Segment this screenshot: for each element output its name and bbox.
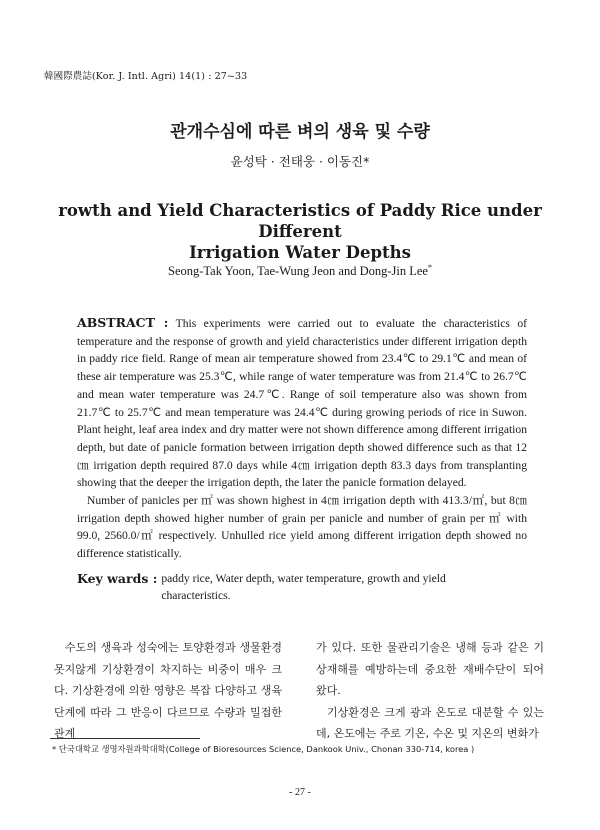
abstract-paragraph-1	[77, 314, 527, 492]
english-title-line-1: rowth and Yield Characteristics of Paddy Rice under Different	[58, 201, 542, 241]
body-column-right	[316, 637, 544, 745]
keywords-block	[77, 570, 537, 604]
english-authors	[0, 264, 600, 279]
body-column-left	[54, 637, 282, 745]
footnote-divider	[50, 738, 200, 739]
english-title-line-2: Irrigation Water Depths	[189, 243, 411, 262]
body-right-paragraph-2: 기상환경은 크게 광과 온도로 대분할 수 있는데, 온도에는 주로 기온, 수온 및 지온의 변화가	[316, 705, 544, 740]
abstract-paragraph-2: Number of panicles per ㎡ was shown highest in 4㎝ irrigation depth with 413.3/㎡, but 8㎝ irrigation depth showed higher number of grain per panicle and number of grain per ㎡ with 99.0, 2560.0/㎡ respectively. Unhulled rice yield among different irrigation depth showed no difference statistically.	[77, 494, 527, 561]
author-footnote-mark: *	[427, 262, 432, 272]
abstract-label: ABSTRACT :	[77, 315, 169, 330]
affiliation-footnote: * 단국대학교 생명자원과학대학(College of Bioresources Science, Dankook Univ., Chonan 330-714, korea )	[52, 744, 475, 754]
korean-authors: 윤성탁 · 전태웅 · 이동진*	[230, 154, 370, 169]
abstract-text-1: This experiments were carried out to evaluate the characteristics of temperature and the response of growth and yield characteristics under different irrigation depth in paddy rice field. Range of mean air temperature showed from 23.4℃ to 29.1℃ and mean of these air temperature was 25.3℃, while range of water temperature was from 21.4℃ to 26.7℃ and mean water temperature was 24.7℃. Range of soil temperature also was shown from 21.7℃ to 25.7℃ and mean temperature was 24.4℃ during growing periods of rice in Suwon. Plant height, leaf area index and dry matter were not shown difference among different irrigation depth, but date of panicle formation between irrigation depth showed difference such as that 12㎝ irrigation depth required 87.0 days while 4㎝ irrigation depth 83.3 days from transplanting showing that the deeper the irrigation depth, the later the panicle formation delayed.	[77, 317, 527, 490]
abstract-block	[77, 314, 527, 563]
page-number: - 27 -	[289, 787, 311, 798]
body-left-paragraph: 수도의 생육과 성숙에는 토양환경과 생물환경 못지않게 기상환경이 차지하는 비중이 매우 크다. 기상환경에 의한 영향은 복잡 다양하고 생육단계에 따라 그 반응이 다르므로 수량과 밀접한 관계	[54, 641, 282, 740]
english-authors-names: Seong-Tak Yoon, Tae-Wung Jeon and Dong-Jin Lee	[168, 264, 428, 278]
english-title	[40, 200, 560, 263]
journal-citation: 韓國際農誌(Kor. J. Intl. Agri) 14(1) : 27~33	[44, 71, 248, 82]
korean-title: 관개수심에 따른 벼의 생육 및 수량	[170, 122, 430, 142]
body-right-paragraph-1: 가 있다. 또한 물관리기술은 냉해 등과 같은 기상재해를 예방하는데 중요한 재배수단이 되어 왔다.	[316, 641, 544, 697]
keywords-text: paddy rice, Water depth, water temperature, growth and yield characteristics.	[161, 572, 446, 602]
keywords-label: Key wards :	[77, 571, 158, 586]
